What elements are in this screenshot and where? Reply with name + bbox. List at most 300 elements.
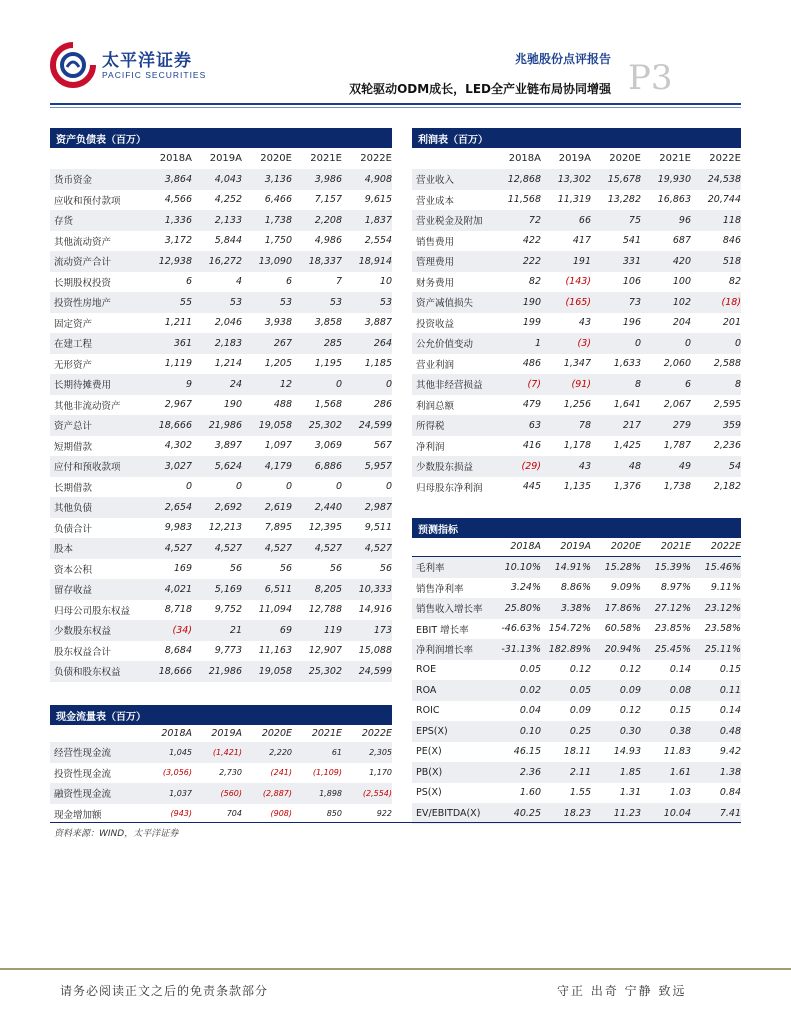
- row-label: 长期待摊费用: [54, 380, 112, 392]
- cell-value: 82: [528, 276, 541, 288]
- table-row: [412, 639, 741, 660]
- cell-value: 6,511: [264, 583, 292, 595]
- cell-value: 1.85: [619, 766, 641, 778]
- cell-value: 567: [373, 440, 392, 452]
- cell-value: 2,588: [713, 358, 741, 370]
- cell-value: 100: [672, 276, 691, 288]
- cell-value: 173: [373, 624, 392, 636]
- year-header: 2021E: [659, 152, 691, 164]
- table-row: [50, 374, 392, 395]
- cell-value: 2,183: [214, 337, 242, 349]
- cell-value: (1,421): [212, 747, 242, 757]
- cell-value: 486: [522, 358, 541, 370]
- income-header: [412, 147, 741, 169]
- cell-value: 0.38: [669, 725, 691, 737]
- table-row: [412, 354, 741, 375]
- company-motto: 守正 出奇 宁静 致远: [557, 984, 687, 998]
- cell-value: 5,169: [214, 583, 242, 595]
- cell-value: 13,302: [557, 173, 591, 185]
- cashflow-title: 现金流量表（百万）: [56, 711, 146, 723]
- cell-value: 0.84: [719, 787, 741, 799]
- cell-value: 2,067: [663, 399, 691, 411]
- year-header: 2021E: [311, 727, 342, 739]
- cell-value: 2,046: [214, 317, 242, 329]
- cell-value: 11,094: [258, 604, 292, 616]
- cell-value: (908): [270, 809, 292, 819]
- cell-value: 4,043: [214, 173, 242, 185]
- table-row: [412, 762, 741, 783]
- cell-value: 1.61: [669, 766, 691, 778]
- cell-value: 15,088: [358, 645, 392, 657]
- table-row: [412, 333, 741, 354]
- cell-value: 331: [622, 255, 641, 267]
- row-label: 在建工程: [54, 339, 93, 351]
- cell-value: 922: [376, 809, 392, 819]
- cell-value: 12,395: [308, 522, 342, 534]
- table-row: [412, 313, 741, 334]
- cell-value: 20.94%: [604, 643, 641, 655]
- table-row: [50, 251, 392, 272]
- cell-value: 1,205: [264, 358, 292, 370]
- cell-value: 2,236: [713, 440, 741, 452]
- row-label: 资产总计: [54, 421, 93, 433]
- cell-value: 4,252: [214, 194, 242, 206]
- row-label: 归母股东净利润: [416, 482, 483, 494]
- table-row: [412, 231, 741, 252]
- cell-value: 222: [522, 255, 541, 267]
- cell-value: (943): [170, 809, 192, 819]
- cell-value: 69: [279, 624, 292, 636]
- row-label: 资本公积: [54, 564, 93, 576]
- table-row: [50, 579, 392, 600]
- row-label: 负债和股东权益: [54, 667, 121, 679]
- table-row: [412, 742, 741, 763]
- cell-value: 3,136: [264, 173, 292, 185]
- cell-value: 1,195: [314, 358, 342, 370]
- table-row: [50, 559, 392, 580]
- row-label: 归母公司股东权益: [54, 605, 131, 617]
- cell-value: 1,425: [613, 440, 641, 452]
- cell-value: 0.10: [519, 725, 541, 737]
- row-label: 投资性现金流: [54, 768, 112, 780]
- cell-value: 48: [628, 460, 641, 472]
- cell-value: 118: [722, 214, 741, 226]
- cell-value: 2,060: [663, 358, 691, 370]
- cell-value: 12,213: [208, 522, 242, 534]
- cell-value: 4,302: [164, 440, 192, 452]
- cell-value: 3,887: [364, 317, 392, 329]
- row-label: 股东权益合计: [54, 646, 112, 658]
- cell-value: 10.10%: [504, 561, 541, 573]
- cell-value: 9,773: [214, 645, 242, 657]
- cell-value: 4,527: [364, 542, 392, 554]
- cell-value: 417: [572, 235, 591, 247]
- cell-value: 1.55: [569, 787, 591, 799]
- row-label: 财务费用: [416, 277, 455, 289]
- cell-value: 53: [329, 296, 342, 308]
- cell-value: 6,466: [264, 194, 292, 206]
- table-row: [50, 395, 392, 416]
- cell-value: 11,163: [258, 645, 292, 657]
- cell-value: 1,568: [314, 399, 342, 411]
- cell-value: 9,511: [364, 522, 392, 534]
- cell-value: 56: [279, 563, 292, 575]
- cell-value: 1,045: [169, 747, 192, 757]
- cell-value: 0: [285, 481, 292, 493]
- row-label: 融资性现金流: [54, 789, 112, 801]
- cell-value: 1,214: [214, 358, 242, 370]
- cell-value: 119: [323, 624, 342, 636]
- cell-value: 0: [385, 378, 392, 390]
- cell-value: -31.13%: [501, 643, 541, 655]
- cashflow-table: [50, 742, 392, 824]
- row-label: PS(X): [416, 787, 442, 799]
- cell-value: 0.08: [669, 684, 691, 696]
- cell-value: 9: [185, 378, 192, 390]
- table-row: [412, 578, 741, 599]
- cell-value: (34): [172, 624, 192, 636]
- cell-value: 11.23: [613, 807, 641, 819]
- cell-value: 0.15: [669, 705, 691, 717]
- cell-value: (3): [577, 337, 591, 349]
- cell-value: 25.45%: [654, 643, 691, 655]
- row-label: 流动资产合计: [54, 257, 112, 269]
- table-row: [50, 538, 392, 559]
- cell-value: 2,305: [369, 747, 392, 757]
- cell-value: 24: [229, 378, 242, 390]
- cell-value: 2.36: [519, 766, 541, 778]
- cell-value: 106: [622, 276, 641, 288]
- income-table: [412, 169, 741, 497]
- page-number: P3: [628, 58, 673, 98]
- cell-value: 3,864: [164, 173, 192, 185]
- cell-value: 72: [528, 214, 541, 226]
- cell-value: 2,595: [713, 399, 741, 411]
- table-row: [412, 660, 741, 681]
- table-row: [50, 272, 392, 293]
- cell-value: 102: [672, 296, 691, 308]
- cell-value: (3,056): [162, 768, 192, 778]
- row-label: 营业成本: [416, 195, 455, 207]
- cell-value: 0.04: [519, 705, 541, 717]
- cell-value: 0.12: [619, 705, 641, 717]
- table-row: [412, 619, 741, 640]
- cell-value: 16,863: [657, 194, 691, 206]
- table-row: [50, 436, 392, 457]
- cell-value: 10: [379, 276, 392, 288]
- cell-value: 7: [335, 276, 342, 288]
- cell-value: 53: [379, 296, 392, 308]
- row-label: 现金增加额: [54, 809, 102, 821]
- cell-value: 1,898: [319, 788, 342, 798]
- cell-value: 0: [335, 378, 342, 390]
- cell-value: 12,868: [507, 173, 541, 185]
- cell-value: 0: [235, 481, 242, 493]
- cell-value: 0: [634, 337, 641, 349]
- row-label: 营业收入: [416, 175, 455, 187]
- table-row: [412, 803, 741, 824]
- cell-value: 23.12%: [704, 602, 741, 614]
- cell-value: 0: [335, 481, 342, 493]
- cell-value: 4,527: [264, 542, 292, 554]
- cell-value: 8,205: [314, 583, 342, 595]
- disclaimer-note: 请务必阅读正文之后的免责条款部分: [60, 984, 269, 998]
- row-label: 长期股权投资: [54, 277, 112, 289]
- year-header: 2022E: [361, 727, 392, 739]
- table-row: [412, 374, 741, 395]
- table-row: [412, 251, 741, 272]
- cell-value: 9,615: [364, 194, 392, 206]
- cell-value: 5,624: [214, 460, 242, 472]
- cell-value: 5,957: [364, 460, 392, 472]
- cell-value: 24,599: [358, 665, 392, 677]
- cell-value: 19,930: [657, 173, 691, 185]
- cell-value: 3,172: [164, 235, 192, 247]
- cell-value: 43: [578, 460, 591, 472]
- cell-value: 1.60: [519, 787, 541, 799]
- table-row: [412, 721, 741, 742]
- row-label: 少数股东损益: [416, 462, 474, 474]
- table-row: [50, 169, 392, 190]
- table-row: [412, 456, 741, 477]
- cell-value: 16,272: [208, 255, 242, 267]
- row-label: 净利润增长率: [416, 645, 474, 657]
- cell-value: 518: [722, 255, 741, 267]
- cell-value: 18,337: [308, 255, 342, 267]
- cell-value: 55: [179, 296, 192, 308]
- row-label: 留存收益: [54, 585, 93, 597]
- row-label: 负债合计: [54, 523, 93, 535]
- logo-text-cn: 太平洋证券: [102, 51, 192, 71]
- cell-value: 0.05: [519, 664, 541, 676]
- table-row: [412, 783, 741, 804]
- row-label: ROA: [416, 684, 437, 696]
- table-row: [50, 292, 392, 313]
- data-source-note: 资料来源：WIND，太平洋证券: [54, 829, 179, 839]
- year-header: 2018A: [508, 152, 541, 164]
- cell-value: 12,907: [308, 645, 342, 657]
- cell-value: 204: [672, 317, 691, 329]
- row-label: 长期借款: [54, 482, 93, 494]
- row-label: 营业税金及附加: [416, 216, 483, 228]
- cell-value: 0: [385, 481, 392, 493]
- cell-value: 61: [331, 747, 342, 757]
- row-label: 所得税: [416, 421, 445, 433]
- cell-value: 23.85%: [654, 623, 691, 635]
- cell-value: (1,109): [312, 768, 342, 778]
- row-label: 股本: [54, 544, 74, 556]
- cell-value: 4,021: [164, 583, 192, 595]
- row-label: 少数股东权益: [54, 626, 112, 638]
- cell-value: 1.03: [669, 787, 691, 799]
- table-row: [50, 742, 392, 763]
- forecast-header: [412, 535, 741, 557]
- cell-value: 53: [229, 296, 242, 308]
- cell-value: 850: [326, 809, 342, 819]
- cell-value: 66: [578, 214, 591, 226]
- cell-value: 46.15: [513, 746, 541, 758]
- cell-value: 2,208: [314, 214, 342, 226]
- year-header: 2018A: [159, 152, 192, 164]
- cell-value: 267: [273, 337, 292, 349]
- table-row: [412, 680, 741, 701]
- row-label: 销售费用: [416, 236, 455, 248]
- cell-value: 479: [522, 399, 541, 411]
- cell-value: 1,211: [164, 317, 192, 329]
- cell-value: 488: [273, 399, 292, 411]
- cell-value: 7,157: [314, 194, 342, 206]
- cell-value: 7.41: [719, 807, 741, 819]
- cell-value: 43: [578, 317, 591, 329]
- cell-value: 56: [379, 563, 392, 575]
- cell-value: 73: [628, 296, 641, 308]
- cell-value: 7,895: [264, 522, 292, 534]
- row-label: 固定资产: [54, 318, 93, 330]
- cell-value: 0: [684, 337, 691, 349]
- row-label: 净利润: [416, 441, 445, 453]
- row-label: 经营性现金流: [54, 748, 112, 760]
- footer-rule: [0, 968, 791, 970]
- cell-value: 169: [173, 563, 192, 575]
- cell-value: 18.11: [563, 746, 591, 758]
- cell-value: 4,566: [164, 194, 192, 206]
- cell-value: 9.09%: [610, 582, 641, 594]
- row-label: 投资性房地产: [54, 298, 112, 310]
- table-row: [50, 456, 392, 477]
- row-label: PE(X): [416, 746, 442, 758]
- cell-value: 1,376: [613, 481, 641, 493]
- cell-value: 190: [522, 296, 541, 308]
- cell-value: 1,641: [613, 399, 641, 411]
- cell-value: 17.86%: [604, 602, 641, 614]
- cell-value: 2,730: [219, 768, 242, 778]
- cell-value: 15,678: [607, 173, 641, 185]
- cell-value: 1,135: [563, 481, 591, 493]
- row-label: 管理费用: [416, 257, 455, 269]
- cell-value: 1.38: [719, 766, 741, 778]
- cell-value: (7): [527, 378, 541, 390]
- row-label: 投资收益: [416, 318, 455, 330]
- cell-value: 361: [173, 337, 192, 349]
- cell-value: 8.97%: [660, 582, 691, 594]
- cell-value: 2,654: [164, 501, 192, 513]
- cell-value: 4,527: [164, 542, 192, 554]
- cell-value: 18,666: [158, 665, 192, 677]
- cell-value: 264: [373, 337, 392, 349]
- row-label: 应收和预付款项: [54, 195, 121, 207]
- cell-value: 75: [628, 214, 641, 226]
- year-header: 2022E: [710, 540, 741, 552]
- cell-value: (29): [521, 460, 541, 472]
- cell-value: 0: [185, 481, 192, 493]
- table-row: [412, 598, 741, 619]
- cell-value: 4,527: [314, 542, 342, 554]
- row-label: 营业利润: [416, 359, 455, 371]
- cell-value: 182.89%: [548, 643, 591, 655]
- row-label: 其他负债: [54, 503, 93, 515]
- year-header: 2021E: [660, 540, 691, 552]
- cell-value: 154.72%: [548, 623, 591, 635]
- cell-value: 1,750: [264, 235, 292, 247]
- cell-value: 0.14: [669, 664, 691, 676]
- cell-value: 11.83: [663, 746, 691, 758]
- cell-value: 0.09: [619, 684, 641, 696]
- cell-value: 279: [672, 419, 691, 431]
- cell-value: 846: [722, 235, 741, 247]
- cell-value: 359: [722, 419, 741, 431]
- cell-value: 196: [622, 317, 641, 329]
- cell-value: 8,684: [164, 645, 192, 657]
- row-label: ROE: [416, 664, 437, 676]
- year-header: 2020E: [610, 540, 641, 552]
- cell-value: 416: [522, 440, 541, 452]
- cell-value: (91): [571, 378, 591, 390]
- cell-value: 20,744: [707, 194, 741, 206]
- forecast-table: [412, 557, 741, 824]
- table-row: [412, 395, 741, 416]
- cell-value: 1,097: [264, 440, 292, 452]
- cell-value: 1,037: [169, 788, 192, 798]
- year-header: 2018A: [161, 727, 192, 739]
- row-label: 利润总额: [416, 400, 455, 412]
- cell-value: 0.05: [569, 684, 591, 696]
- cell-value: 1,336: [164, 214, 192, 226]
- table-row: [412, 292, 741, 313]
- cell-value: 1,256: [563, 399, 591, 411]
- cell-value: 1,837: [364, 214, 392, 226]
- cell-value: 3,897: [214, 440, 242, 452]
- cell-value: 2.11: [569, 766, 591, 778]
- cell-value: 8,718: [164, 604, 192, 616]
- year-header: 2021E: [310, 152, 342, 164]
- table-row: [412, 210, 741, 231]
- report-title: 双轮驱动ODM成长，LED全产业链布局协同增强: [349, 82, 611, 96]
- row-label: 其他流动资产: [54, 236, 112, 248]
- cell-value: 19,058: [258, 419, 292, 431]
- cell-value: 19,058: [258, 665, 292, 677]
- year-header: 2019A: [560, 540, 591, 552]
- cell-value: 18,914: [358, 255, 392, 267]
- row-label: 其他非流动资产: [54, 400, 121, 412]
- year-header: 2019A: [211, 727, 242, 739]
- cell-value: 54: [728, 460, 741, 472]
- row-label: EPS(X): [416, 725, 448, 737]
- table-row: [412, 557, 741, 578]
- cashflow-header: [50, 722, 392, 744]
- cell-value: 420: [672, 255, 691, 267]
- cell-value: (165): [565, 296, 591, 308]
- table-row: [412, 477, 741, 498]
- cell-value: 6: [684, 378, 691, 390]
- cell-value: 21,986: [208, 419, 242, 431]
- table-row: [412, 190, 741, 211]
- year-header: 2020E: [261, 727, 292, 739]
- year-header: 2022E: [360, 152, 392, 164]
- cell-value: 201: [722, 317, 741, 329]
- year-header: 2019A: [209, 152, 242, 164]
- cell-value: 8: [634, 378, 641, 390]
- cell-value: 9.11%: [710, 582, 741, 594]
- cell-value: 1,119: [164, 358, 192, 370]
- cell-value: 2,220: [269, 747, 292, 757]
- row-label: 毛利率: [416, 563, 445, 575]
- cell-value: 687: [672, 235, 691, 247]
- cell-value: 82: [728, 276, 741, 288]
- cell-value: 12: [279, 378, 292, 390]
- table-row: [50, 620, 392, 641]
- cell-value: 14.93: [613, 746, 641, 758]
- cell-value: 3.24%: [510, 582, 541, 594]
